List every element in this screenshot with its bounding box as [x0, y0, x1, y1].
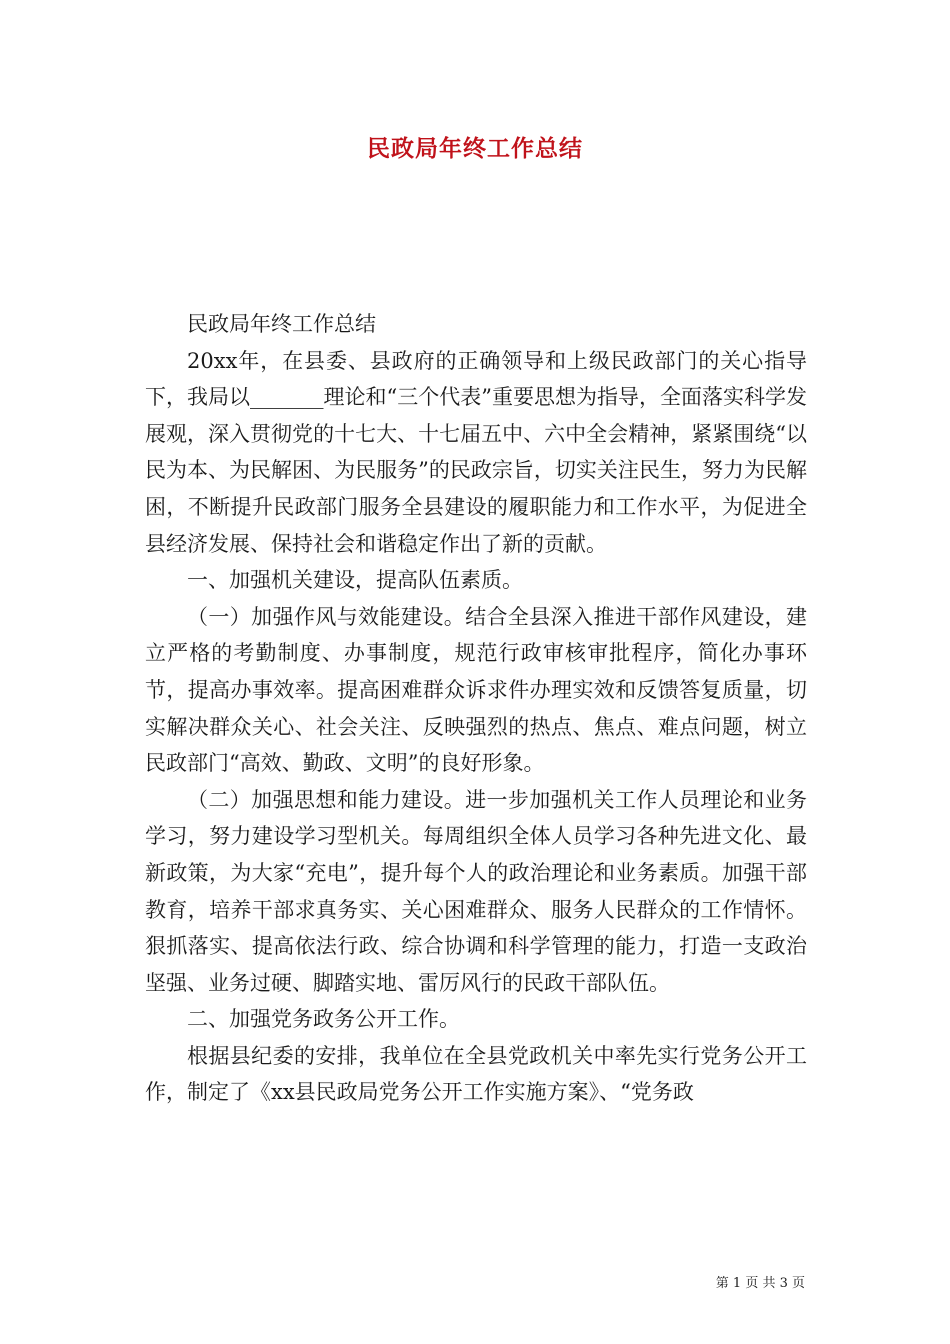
page-number: 第 1 页 共 3 页 — [715, 1276, 805, 1291]
page-title: 民政局年终工作总结 — [367, 135, 583, 162]
document-body — [145, 306, 807, 1111]
paragraph-section-2: 根据县纪委的安排，我单位在全县党政机关中率先实行党务公开工作，制定了《xx县民政局党务公开工作实施方案》、“党务政 — [145, 1043, 807, 1105]
paragraph-intro: 20xx年，在县委、县政府的正确领导和上级民政部门的关心指导下，我局以_______理论和“三个代表”重要思想为指导，全面落实科学发展观，深入贯彻党的十七大、十七届五中、六中全会精神，紧紧围绕“以民为本、为民解困、为民服务”的民政宗旨，切实关注民生，努力为民解困，不断提升民政部门服务全县建设的履职能力和工作水平，为促进全县经济发展、保持社会和谐稳定作出了新的贡献。 — [145, 348, 807, 556]
paragraph-heading: 民政局年终工作总结 — [187, 312, 376, 336]
paragraph-section-1-2: （二）加强思想和能力建设。进一步加强机关工作人员理论和业务学习，努力建设学习型机关。每周组织全体人员学习各种先进文化、最新政策，为大家“充电”，提升每个人的政治理论和业务素质。加强干部教育，培养干部求真务实、关心困难群众、服务人民群众的工作情怀。狠抓落实、提高依法行政、综合协调和科学管理的能力，打造一支政治坚强、业务过硬、脚踏实地、雷厉风行的民政干部队伍。 — [145, 787, 807, 995]
section-heading-2: 二、加强党务政务公开工作。 — [187, 1007, 460, 1032]
paragraph-section-1-1: （一）加强作风与效能建设。结合全县深入推进干部作风建设，建立严格的考勤制度、办事制度，规范行政审核审批程序，简化办事环节，提高办事效率。提高困难群众诉求件办理实效和反馈答复质量，切实解决群众关心、社会关注、反映强烈的热点、焦点、难点问题，树立民政部门“高效、勤政、文明”的良好形象。 — [145, 604, 807, 776]
section-heading-1: 一、加强机关建设，提高队伍素质。 — [187, 568, 523, 593]
